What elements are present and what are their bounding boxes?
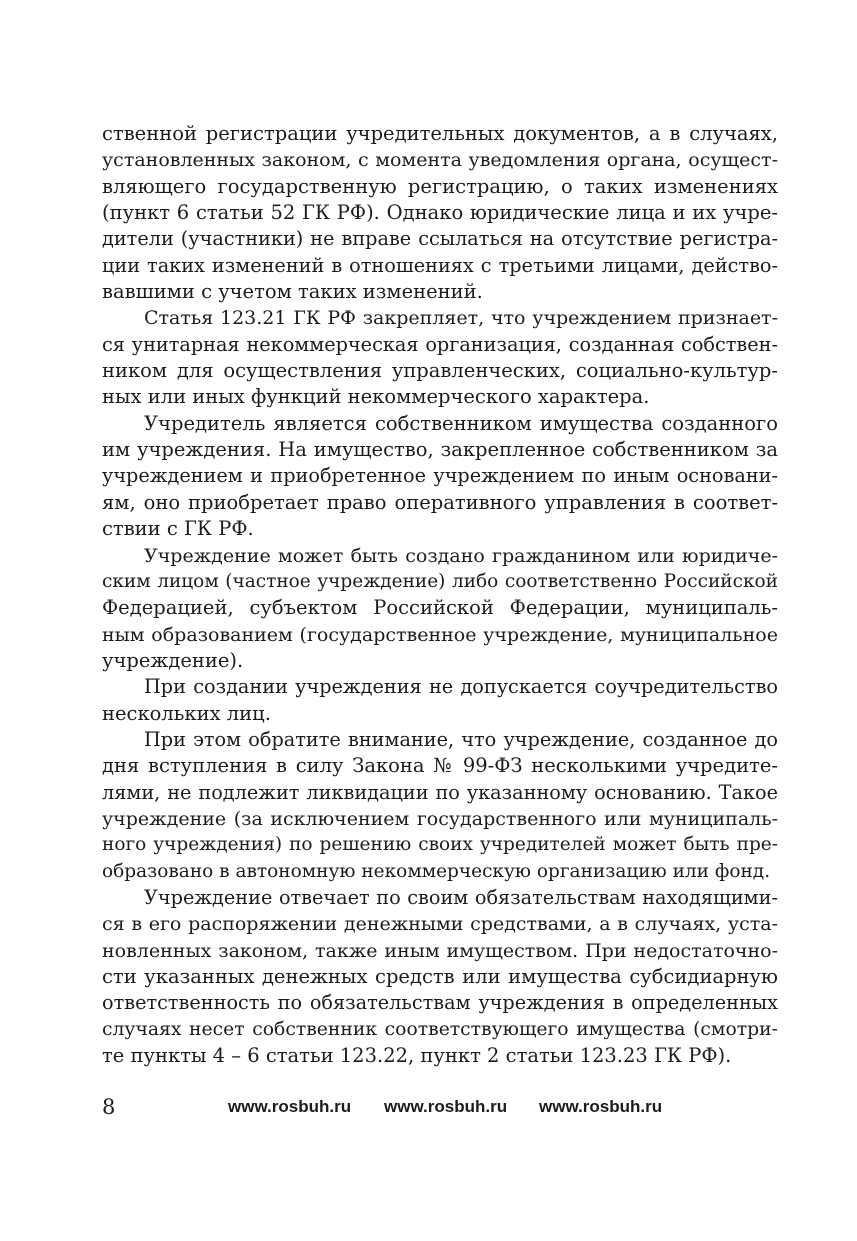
page-footer — [102, 1092, 778, 1122]
text-line: ного учреждения) по решению своих учредителей может быть пре- — [102, 834, 778, 856]
text-line: новленных законом, также иным имуществом. При недостаточно- — [102, 939, 778, 962]
text-line: ственной регистрации учредительных документов, а в случаях, — [102, 122, 778, 145]
text-line: учреждением и приобретенное учреждением по иным основани- — [102, 464, 778, 488]
text-line: ных или иных функций некоммерческого характера. — [102, 385, 650, 409]
text-line: образовано в автономную некоммерческую организацию или фонд. — [102, 860, 771, 882]
paragraph-first-line: Учредитель является собственником имущества созданного — [144, 411, 778, 435]
text-line: учреждение (за исключением государственного или муниципаль- — [102, 807, 778, 830]
paragraph-first-line: Статья 123.21 ГК РФ закрепляет, что учреждением признает- — [144, 307, 778, 330]
text-line: ным образованием (государственное учреждение, муниципальное — [102, 623, 778, 646]
text-line: ствии с ГК РФ. — [102, 517, 254, 541]
text-line: дители (участники) не вправе ссылаться на отсутствие регистра- — [102, 227, 778, 251]
text-line: ником для осуществления управленческих, социально-культур- — [102, 359, 778, 383]
footer-site-link[interactable]: www.rosbuh.ru — [228, 1097, 352, 1116]
text-line: Федерацией, субъектом Российской Федерации, муниципаль- — [102, 596, 778, 620]
text-line: (пункт 6 статьи 52 ГК РФ). Однако юридические лица и их учре- — [102, 201, 778, 225]
text-line: ям, оно приобретает право оперативного управления в соответ- — [102, 490, 778, 514]
text-line: вляющего государственную регистрацию, о таких изменениях — [102, 174, 778, 198]
text-line: сти указанных денежных средств или имущества субсидиарную — [102, 965, 778, 988]
text-line: ответственность по обязательствам учреждения в определенных — [102, 991, 778, 1015]
footer-site-link[interactable]: www.rosbuh.ru — [539, 1097, 663, 1116]
page-body — [102, 121, 778, 1069]
text-line: случаях несет собственник соответствующего имущества (смотри- — [102, 1018, 778, 1040]
text-line: нескольких лиц. — [102, 701, 271, 725]
text-line: ся в его распоряжении денежными средствами, а в случаях, уста- — [102, 913, 778, 936]
text-line: ся унитарная некоммерческая организация, созданная собствен- — [102, 332, 778, 356]
text-line: учреждение). — [102, 648, 244, 672]
text-line: вавшими с учетом таких изменений. — [102, 280, 483, 304]
text-line: им учреждения. На имущество, закрепленное собственником за — [102, 438, 778, 462]
text-line: установленных законом, с момента уведомления органа, осущест- — [102, 149, 778, 172]
text-line: дня вступления в силу Закона № 99-ФЗ несколькими учредите- — [102, 754, 778, 778]
text-line: ским лицом (частное учреждение) либо соответственно Российской — [102, 570, 778, 592]
paragraph-first-line: При создании учреждения не допускается соучредительство — [144, 675, 778, 699]
text-line: те пункты 4 – 6 статьи 123.22, пункт 2 статьи 123.23 ГК РФ). — [102, 1044, 732, 1068]
text-line: лями, не подлежит ликвидации по указанному основанию. Такое — [102, 780, 778, 804]
page-number: 8 — [102, 1095, 116, 1119]
text-line: ции таких изменений в отношениях с третьими лицами, действо- — [102, 253, 778, 277]
footer-site-link[interactable]: www.rosbuh.ru — [384, 1097, 508, 1116]
paragraph-first-line: При этом обратите внимание, что учреждение, созданное до — [144, 727, 778, 751]
paragraph-first-line: Учреждение отвечает по своим обязательствам находящими- — [144, 885, 778, 909]
paragraph-first-line: Учреждение может быть создано гражданином или юридиче- — [144, 544, 778, 567]
